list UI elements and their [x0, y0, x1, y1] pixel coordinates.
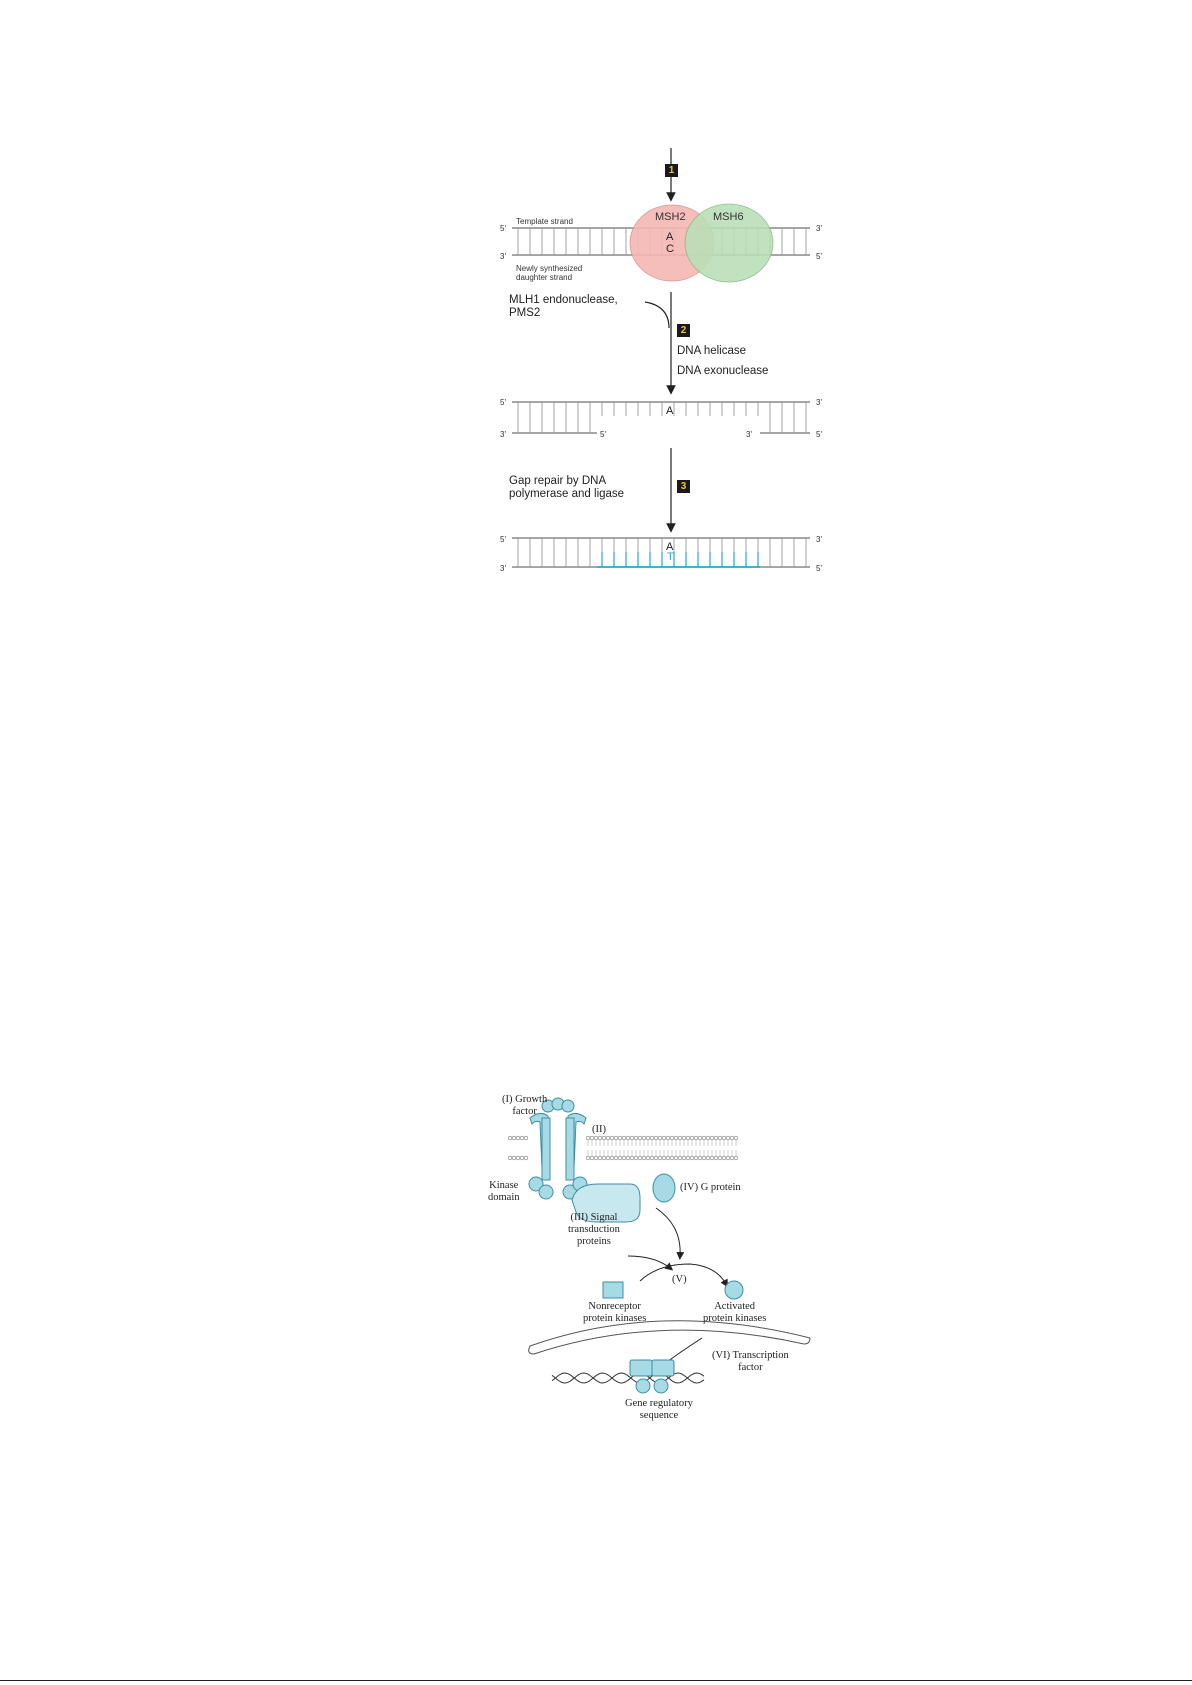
lipid-head: [650, 1136, 654, 1140]
lipid-head: [726, 1136, 730, 1140]
activated-kinases-label: Activated protein kinases: [703, 1301, 767, 1325]
kinase-domain-label: Kinase domain: [488, 1180, 520, 1204]
lipid-head: [678, 1136, 682, 1140]
page-bottom-rule: [0, 1680, 1192, 1681]
lipid-head: [524, 1156, 528, 1160]
g-protein-shape: [653, 1174, 675, 1202]
mlh1-pms2-label: MLH1 endonuclease, PMS2: [509, 294, 618, 320]
gap-repair-label: Gap repair by DNA polymerase and ligase: [509, 475, 625, 501]
lipid-head: [520, 1156, 524, 1160]
row2-right-bottom-end: 5': [816, 430, 822, 439]
lipid-head: [594, 1156, 598, 1160]
lipid-head: [508, 1136, 512, 1140]
msh6-label: MSH6: [713, 211, 744, 223]
lipid-head: [730, 1156, 734, 1160]
row2-right-top-end: 3': [816, 398, 822, 407]
lipid-head: [520, 1136, 524, 1140]
lipid-head: [524, 1136, 528, 1140]
mismatch-repair-diagram: [485, 140, 845, 580]
activated-kinase-shape: [725, 1281, 743, 1299]
signal-transduction-graphic: [480, 1088, 820, 1428]
row1-left-bottom-end: 3': [500, 252, 506, 261]
transcription-factor-label: (VI) Transcription factor: [712, 1350, 789, 1374]
lipid-head: [702, 1136, 706, 1140]
lipid-head: [626, 1136, 630, 1140]
lipid-head: [686, 1136, 690, 1140]
step-v-label: (V): [672, 1274, 687, 1285]
lipid-head: [512, 1156, 516, 1160]
receptor-label: (II): [592, 1124, 606, 1135]
lipid-head: [658, 1136, 662, 1140]
g-protein-label: (IV) G protein: [680, 1182, 741, 1193]
lipid-head: [618, 1136, 622, 1140]
row2-left-top-end: 5': [500, 398, 506, 407]
lipid-head: [622, 1136, 626, 1140]
lipid-head: [606, 1156, 610, 1160]
lipid-head: [646, 1156, 650, 1160]
lipid-head: [598, 1136, 602, 1140]
step-1-badge: 1: [665, 164, 678, 177]
lipid-head: [714, 1136, 718, 1140]
lipid-head: [602, 1156, 606, 1160]
lipid-head: [682, 1136, 686, 1140]
lipid-head: [718, 1156, 722, 1160]
lipid-head: [654, 1136, 658, 1140]
lipid-head: [710, 1156, 714, 1160]
row1-right-bottom-end: 5': [816, 252, 822, 261]
lipid-head: [722, 1136, 726, 1140]
signal-transduction-diagram: [480, 1088, 820, 1428]
step-3-badge: 3: [677, 480, 690, 493]
lipid-head: [694, 1136, 698, 1140]
row1-left-top-end: 5': [500, 224, 506, 233]
lipid-head: [586, 1136, 590, 1140]
step-2-badge: 2: [677, 324, 690, 337]
lipid-head: [674, 1156, 678, 1160]
lipid-head: [516, 1136, 520, 1140]
row3-right-bottom-end: 5': [816, 564, 822, 573]
lipid-head: [682, 1156, 686, 1160]
curved-input-arrow: [645, 302, 669, 328]
mismatch-repair-graphic: [485, 140, 845, 580]
template-strand-label: Template strand: [516, 217, 573, 226]
lipid-head: [726, 1156, 730, 1160]
row3-right-top-end: 3': [816, 535, 822, 544]
lipid-head: [618, 1156, 622, 1160]
lipid-head: [626, 1156, 630, 1160]
lipid-head: [602, 1136, 606, 1140]
lipid-head: [714, 1156, 718, 1160]
nonreceptor-kinases-label: Nonreceptor protein kinases: [583, 1301, 647, 1325]
lipid-head: [614, 1156, 618, 1160]
lipid-head: [638, 1136, 642, 1140]
lipid-head: [634, 1136, 638, 1140]
lipid-head: [654, 1156, 658, 1160]
mismatch-base-c: C: [666, 243, 674, 255]
daughter-strand-label: Newly synthesized daughter strand: [516, 264, 583, 283]
lipid-head: [642, 1156, 646, 1160]
row3-left-top-end: 5': [500, 535, 506, 544]
lipid-head: [698, 1136, 702, 1140]
lipid-head: [666, 1136, 670, 1140]
lipid-head: [598, 1156, 602, 1160]
lipid-head: [694, 1156, 698, 1160]
lipid-head: [586, 1156, 590, 1160]
mismatch-base-a: A: [666, 231, 674, 243]
row3-base-a: A: [666, 541, 674, 553]
lipid-head: [670, 1156, 674, 1160]
lipid-head: [690, 1136, 694, 1140]
row2-base-a: A: [666, 405, 674, 417]
lipid-head: [730, 1136, 734, 1140]
lipid-head: [662, 1136, 666, 1140]
lipid-head: [690, 1156, 694, 1160]
lipid-head: [508, 1156, 512, 1160]
lipid-head: [646, 1136, 650, 1140]
lipid-head: [710, 1136, 714, 1140]
lipid-head: [698, 1156, 702, 1160]
lipid-head: [638, 1156, 642, 1160]
lipid-head: [666, 1156, 670, 1160]
lipid-head: [734, 1156, 738, 1160]
row3-base-t: T: [667, 551, 674, 563]
lipid-head: [650, 1156, 654, 1160]
row1-right-top-end: 3': [816, 224, 822, 233]
lipid-head: [674, 1136, 678, 1140]
lipid-head: [590, 1156, 594, 1160]
lipid-head: [512, 1136, 516, 1140]
lipid-head: [718, 1136, 722, 1140]
lipid-head: [590, 1136, 594, 1140]
lipid-head: [614, 1136, 618, 1140]
helix-strand-2: [552, 1373, 704, 1383]
lipid-head: [678, 1156, 682, 1160]
gene-regulatory-label: Gene regulatory sequence: [625, 1398, 693, 1422]
row2-left-bottom-end: 3': [500, 430, 506, 439]
lipid-head: [702, 1156, 706, 1160]
row3-left-bottom-end: 3': [500, 564, 506, 573]
lipid-head: [662, 1156, 666, 1160]
lipid-head: [734, 1136, 738, 1140]
lipid-head: [686, 1156, 690, 1160]
gap-left-5-end: 5': [600, 430, 606, 439]
dna-exonuclease-label: DNA exonuclease: [677, 365, 769, 377]
dna-helix: [552, 1373, 704, 1383]
lipid-head: [610, 1156, 614, 1160]
lipid-head: [594, 1136, 598, 1140]
lipid-head: [706, 1156, 710, 1160]
lipid-head: [516, 1156, 520, 1160]
lipid-head: [706, 1136, 710, 1140]
lipid-head: [670, 1136, 674, 1140]
growth-factor-label: (I) Growth factor: [502, 1094, 548, 1118]
lipid-head: [630, 1156, 634, 1160]
lipid-head: [658, 1156, 662, 1160]
signal-transduction-label: (III) Signal transduction proteins: [568, 1212, 620, 1248]
gap-right-3-end: 3': [746, 430, 752, 439]
lipid-head: [722, 1156, 726, 1160]
dna-helicase-label: DNA helicase: [677, 345, 747, 357]
lipid-head: [634, 1156, 638, 1160]
lipid-head: [622, 1156, 626, 1160]
nonreceptor-kinase-shape: [603, 1282, 623, 1298]
lipid-head: [642, 1136, 646, 1140]
lipid-head: [630, 1136, 634, 1140]
g-protein-arrow: [656, 1208, 680, 1256]
signal-arrow: [628, 1256, 670, 1268]
lipid-head: [606, 1136, 610, 1140]
msh2-label: MSH2: [655, 211, 686, 223]
lipid-head: [610, 1136, 614, 1140]
